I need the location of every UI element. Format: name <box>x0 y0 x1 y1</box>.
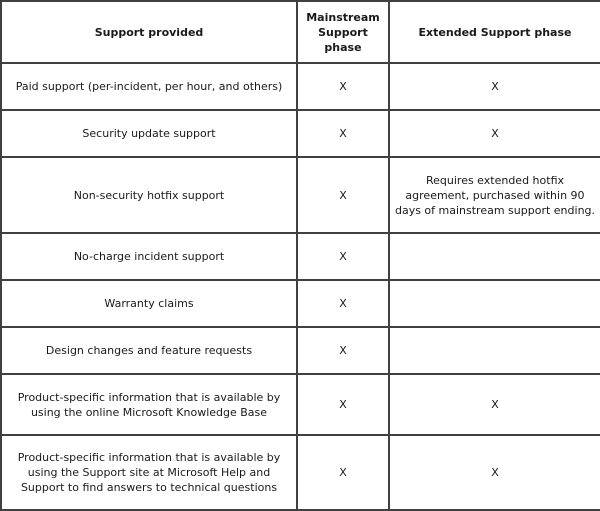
table-row <box>1 110 600 157</box>
mainstream-cell: X <box>297 110 389 157</box>
mainstream-cell: X <box>297 327 389 374</box>
table-row <box>1 435 600 510</box>
table-row <box>1 280 600 327</box>
header-extended-phase: Extended Support phase <box>389 1 600 63</box>
table-row <box>1 374 600 435</box>
support-item-cell: Product-specific information that is available by using the online Microsoft Knowledge Base <box>1 374 297 435</box>
header-mainstream-phase: Mainstream Support phase <box>297 1 389 63</box>
extended-cell: Requires extended hotfix agreement, purchased within 90 days of mainstream support ending. <box>389 157 600 233</box>
extended-cell: X <box>389 63 600 110</box>
support-item-cell: Security update support <box>1 110 297 157</box>
header-support-provided: Support provided <box>1 1 297 63</box>
support-item-cell: Design changes and feature requests <box>1 327 297 374</box>
extended-cell <box>389 233 600 280</box>
table-row <box>1 157 600 233</box>
mainstream-cell: X <box>297 233 389 280</box>
support-item-cell: Paid support (per-incident, per hour, and others) <box>1 63 297 110</box>
extended-cell: X <box>389 110 600 157</box>
extended-cell: X <box>389 374 600 435</box>
support-item-cell: No-charge incident support <box>1 233 297 280</box>
mainstream-cell: X <box>297 63 389 110</box>
extended-cell <box>389 327 600 374</box>
mainstream-cell: X <box>297 157 389 233</box>
table-row <box>1 63 600 110</box>
extended-cell <box>389 280 600 327</box>
extended-cell: X <box>389 435 600 510</box>
support-item-cell: Non-security hotfix support <box>1 157 297 233</box>
mainstream-cell: X <box>297 374 389 435</box>
support-item-cell: Product-specific information that is available by using the Support site at Microsoft Help and Support to find answers to technical questions <box>1 435 297 510</box>
header-row <box>1 1 600 63</box>
support-item-cell: Warranty claims <box>1 280 297 327</box>
mainstream-cell: X <box>297 435 389 510</box>
mainstream-cell: X <box>297 280 389 327</box>
table-row <box>1 327 600 374</box>
table-row <box>1 233 600 280</box>
